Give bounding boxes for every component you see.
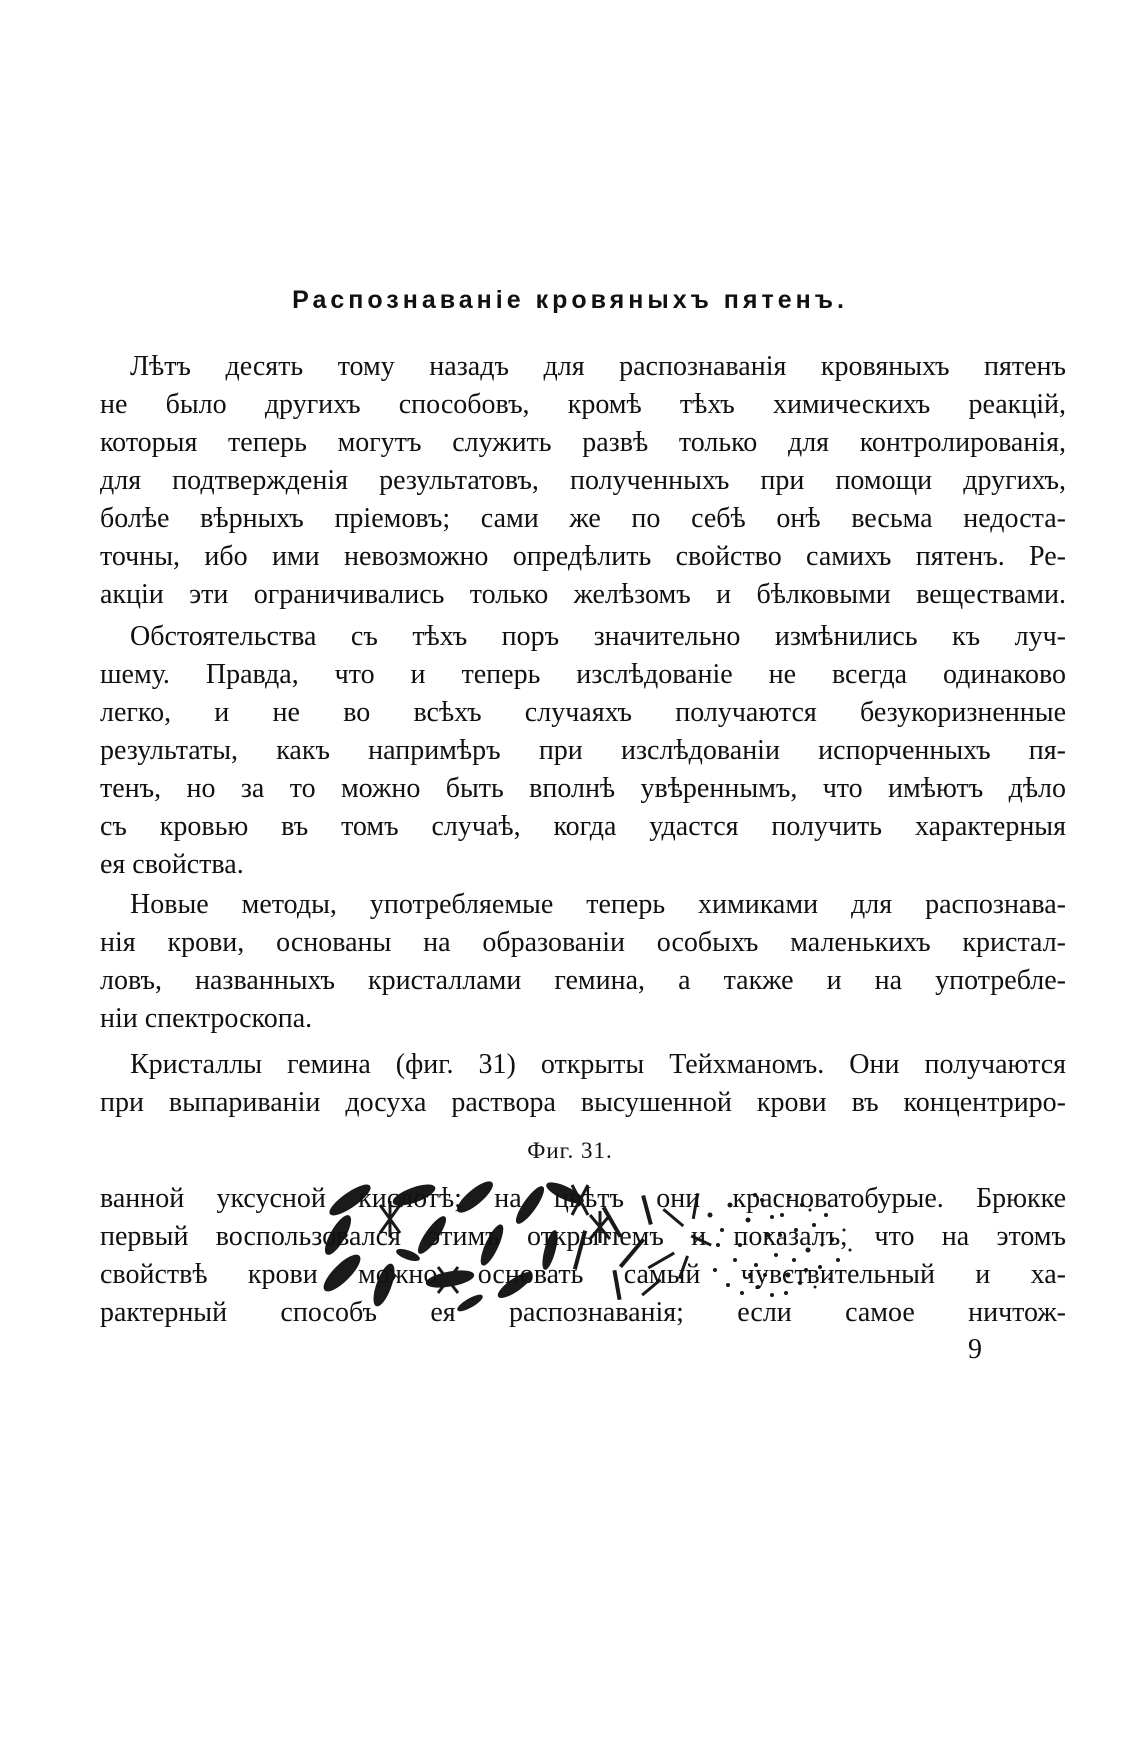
text-line: Новые методы, употребляемые теперь химиками для распознава- [130, 889, 1066, 920]
text-line: легко, и не во всѣхъ случаяхъ получаются безукоризненные [100, 697, 1066, 728]
text-line: Обстоятельства съ тѣхъ поръ значительно измѣнились къ луч- [130, 621, 1066, 652]
text-line: акціи эти ограничивались только желѣзомъ и бѣлковыми веществами. [100, 579, 1066, 610]
text-line: тенъ, но за то можно быть вполнѣ увѣреннымъ, что имѣютъ дѣло [100, 773, 1066, 804]
signature-mark: 9 [968, 1334, 982, 1365]
text-line: первый воспользовался этимъ открытіемъ и показалъ, что на этомъ [100, 1221, 1066, 1252]
text-line: съ кровью въ томъ случаѣ, когда удастся получить характерныя [100, 811, 1066, 842]
text-line: Кристаллы гемина (фиг. 31) открыты Тейхманомъ. Они получаются [130, 1049, 1066, 1080]
text-line: ея свойства. [100, 849, 244, 880]
text-line: шему. Правда, что и теперь изслѣдованіе не всегда одинаково [100, 659, 1066, 690]
text-line: болѣе вѣрныхъ пріемовъ; сами же по себѣ онѣ весьма недоста- [100, 503, 1066, 534]
text-line: не было другихъ способовъ, кромѣ тѣхъ химическихъ реакцій, [100, 389, 1066, 420]
text-line: Лѣтъ десять тому назадъ для распознаванія кровяныхъ пятенъ [130, 351, 1066, 382]
text-line: нія крови, основаны на образованіи особыхъ маленькихъ кристал- [100, 927, 1066, 958]
text-line: ніи спектроскопа. [100, 1003, 313, 1034]
text-line: для подтвержденія результатовъ, полученныхъ при помощи другихъ, [100, 465, 1066, 496]
text-line: при выпариваніи досуха раствора высушенной крови въ концентриро- [100, 1087, 1066, 1118]
text-line: результаты, какъ напримѣръ при изслѣдованіи испорченныхъ пя- [100, 735, 1066, 766]
text-line: ловъ, названныхъ кристаллами гемина, а также и на употребле- [100, 965, 1066, 996]
figure-caption: Фиг. 31. [527, 1138, 613, 1163]
text-line: рактерный способъ ея распознаванія; если самое ничтож- [100, 1297, 1066, 1328]
text-line: которыя теперь могутъ служить развѣ только для контролированія, [100, 427, 1066, 458]
text-line: точны, ибо ими невозможно опредѣлить свойство самихъ пятенъ. Ре- [100, 541, 1066, 572]
text-line: свойствѣ крови можно основать самый чувствительный и ха- [100, 1259, 1066, 1290]
text-line: ванной уксусной кислотѣ; на цвѣтъ они красноватобурые. Брюкке [100, 1183, 1066, 1214]
section-title: Распознаваніе кровяныхъ пятенъ. [292, 286, 848, 314]
